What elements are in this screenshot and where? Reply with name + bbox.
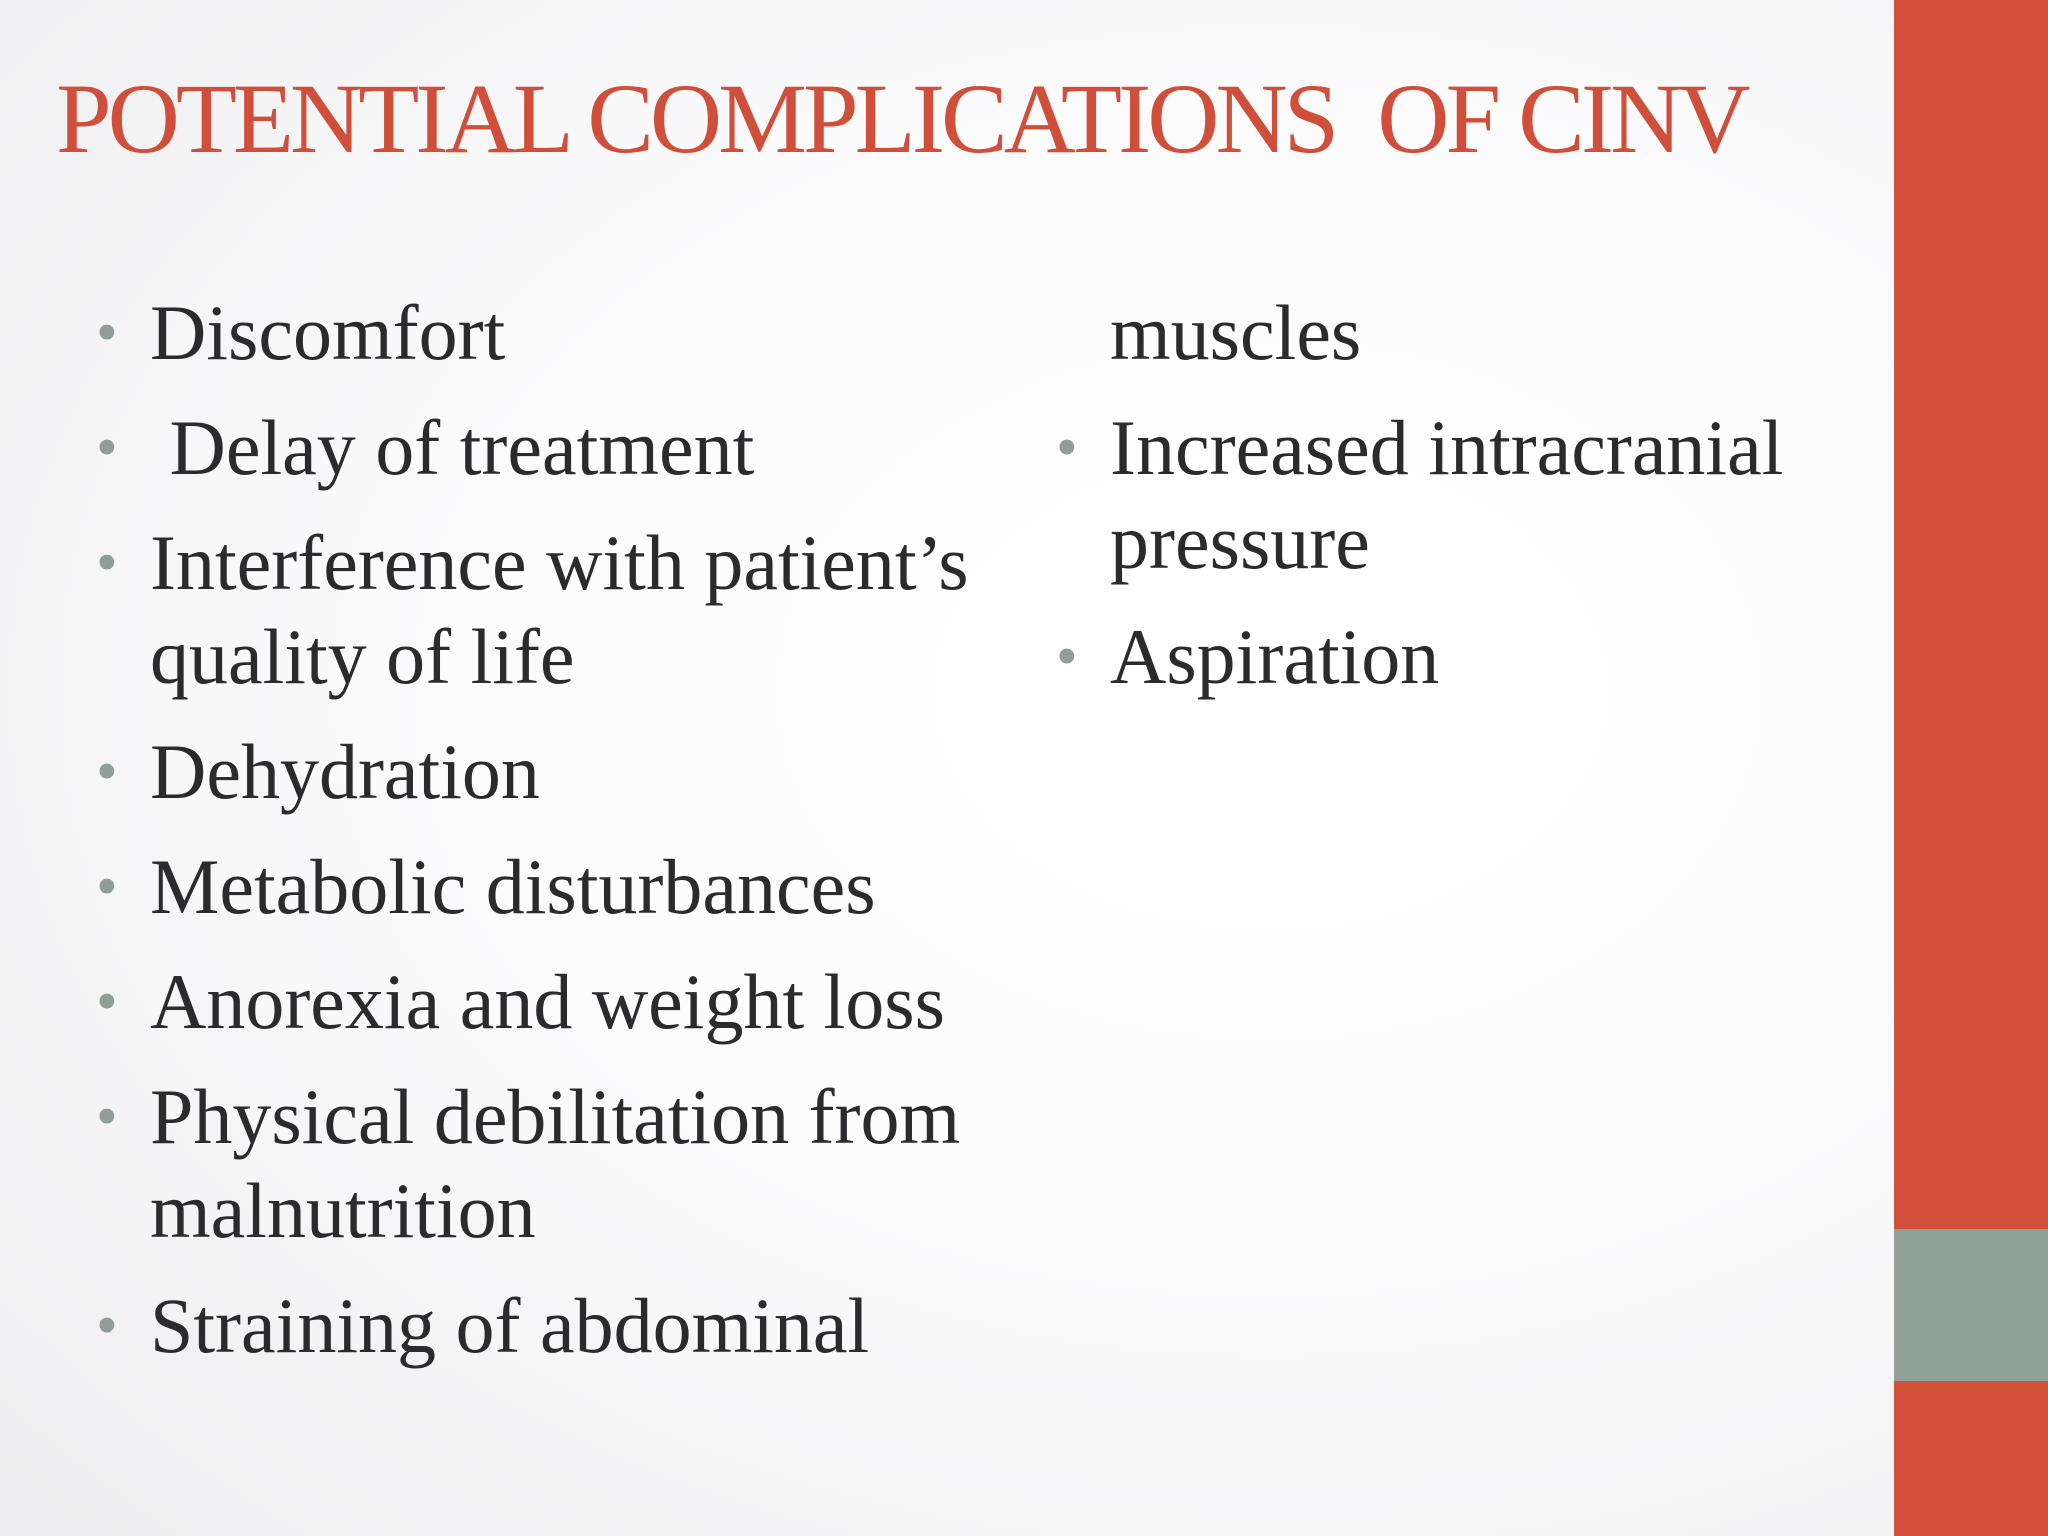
- list-item-text: Dehydration: [150, 728, 540, 815]
- list-item: [96, 286, 1026, 380]
- list-item: [96, 401, 1026, 495]
- bullet-icon: •: [96, 529, 118, 597]
- list-item: [96, 840, 1026, 934]
- list-item: [96, 516, 1026, 704]
- bullet-icon: •: [96, 853, 118, 921]
- list-item-text: Metabolic disturbances: [150, 843, 876, 930]
- list-item-text: Physical debilitation from malnutrition: [150, 1073, 961, 1254]
- accent-sidebar: [1894, 0, 2048, 1536]
- accent-bar-red-bottom: [1894, 1381, 2048, 1536]
- list-item: [96, 1070, 1026, 1258]
- list-item-text: Discomfort: [150, 289, 506, 376]
- list-item: [96, 725, 1026, 819]
- list-item: [96, 955, 1026, 1049]
- list-item: [1056, 610, 1856, 704]
- accent-bar-gray: [1894, 1229, 2048, 1381]
- list-item-text: Interference with patient’s quality of life: [150, 519, 969, 700]
- bullet-list-left: [96, 286, 1026, 1394]
- list-item: [1056, 401, 1856, 589]
- list-item-text: Aspiration: [1110, 613, 1440, 700]
- list-item-text: Increased intracranial pressure: [1110, 404, 1784, 585]
- list-item: [96, 1279, 1026, 1373]
- bullet-icon: •: [1056, 414, 1078, 482]
- bullet-list-right: [1056, 286, 1856, 725]
- bullet-icon: •: [96, 1292, 118, 1360]
- bullet-icon: •: [96, 968, 118, 1036]
- bullet-icon: •: [96, 738, 118, 806]
- bullet-icon: •: [1056, 623, 1078, 691]
- slide-title: POTENTIAL COMPLICATIONS OF CINV: [56, 63, 1747, 174]
- accent-bar-red-top: [1894, 0, 2048, 1229]
- bullet-icon: •: [96, 414, 118, 482]
- bullet-icon: •: [96, 299, 118, 367]
- list-item-text: Anorexia and weight loss: [150, 958, 946, 1045]
- bullet-icon: •: [96, 1083, 118, 1151]
- list-item-text: Delay of treatment: [150, 404, 755, 491]
- list-item-continuation: [1056, 286, 1856, 380]
- list-item-text: muscles: [1110, 289, 1362, 376]
- list-item-text: Straining of abdominal: [150, 1282, 870, 1369]
